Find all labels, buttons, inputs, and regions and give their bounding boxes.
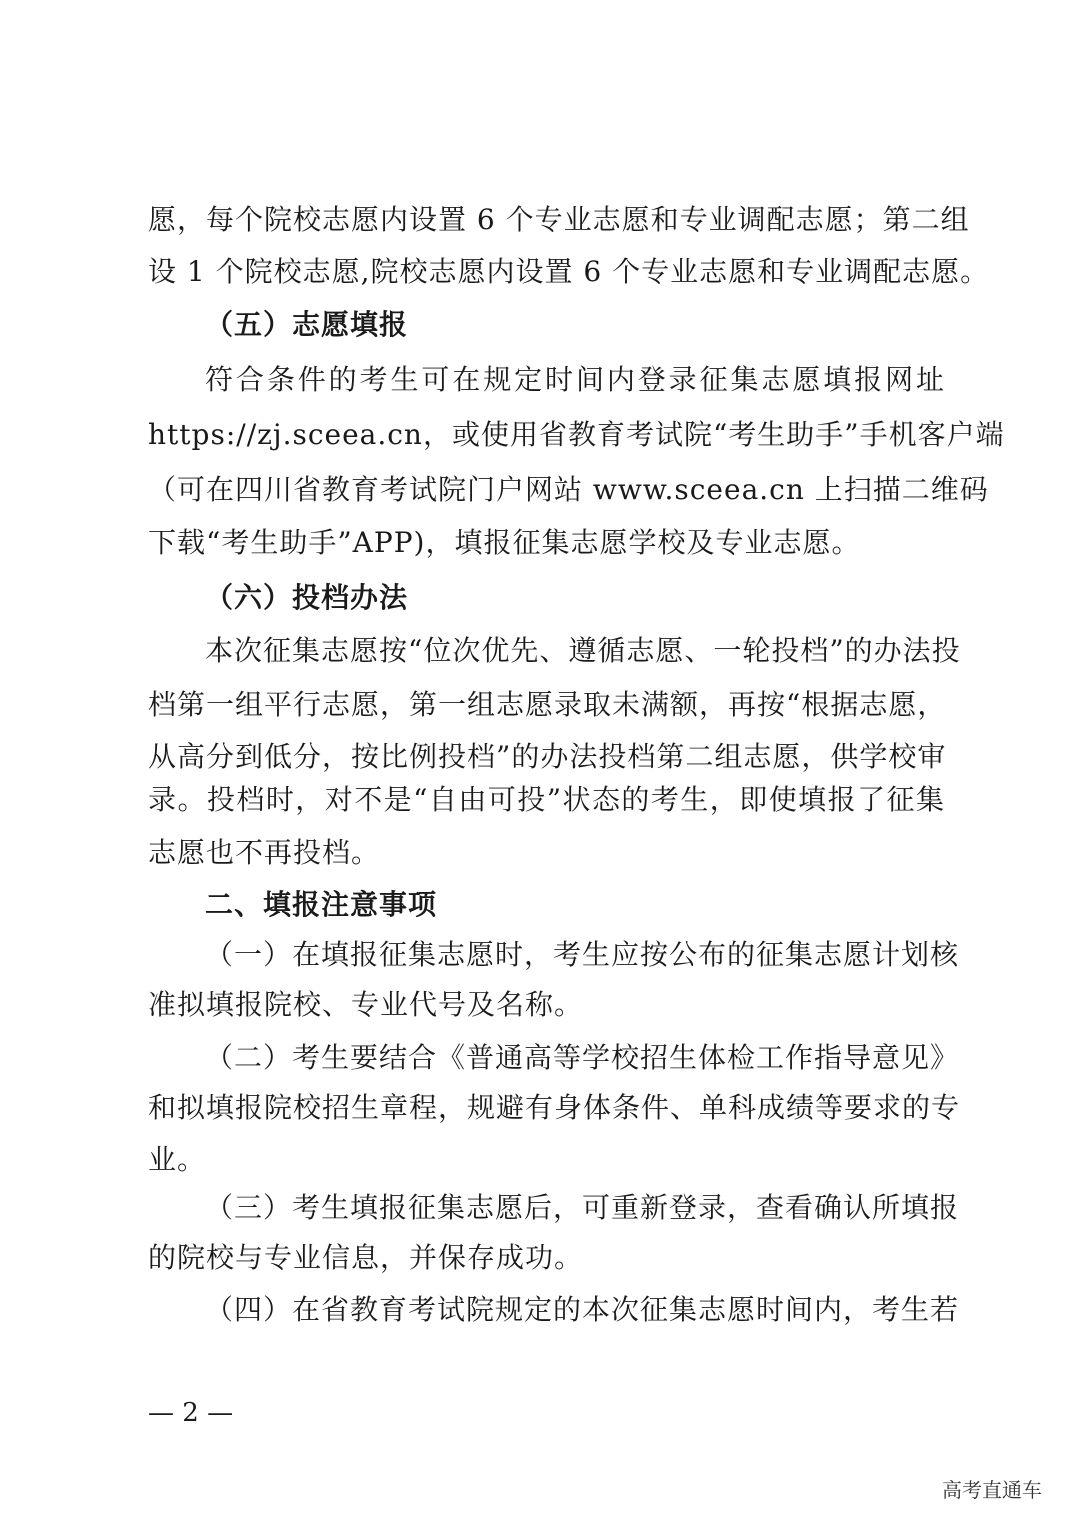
body-line: 愿，每个院校志愿内设置 6 个专业志愿和专业调配志愿；第二组	[148, 203, 970, 236]
page-number: — 2 —	[148, 1398, 234, 1428]
section-heading: （六）投档办法	[205, 581, 409, 614]
body-line: （可在四川省教育考试院门户网站 www.sceea.cn 上扫描二维码	[148, 473, 989, 506]
body-line: 业。	[148, 1143, 207, 1176]
body-line: https://zj.sceea.cn，或使用省教育考试院“考生助手”手机客户端	[148, 418, 1005, 451]
body-line: 和拟填报院校招生章程，规避有身体条件、单科成绩等要求的专	[148, 1091, 961, 1124]
section-heading: （五）志愿填报	[205, 308, 409, 341]
body-line: 的院校与专业信息，并保存成功。	[148, 1241, 584, 1274]
body-line: 准拟填报院校、专业代号及名称。	[148, 988, 584, 1021]
chapter-heading: 二、填报注意事项	[205, 888, 438, 921]
body-line: （三）考生填报征集志愿后，可重新登录，查看确认所填报	[205, 1191, 960, 1224]
body-line: （一）在填报征集志愿时，考生应按公布的征集志愿计划核	[205, 938, 960, 971]
body-line: 设 1 个院校志愿,院校志愿内设置 6 个专业志愿和专业调配志愿。	[148, 255, 990, 288]
body-line: （四）在省教育考试院规定的本次征集志愿时间内，考生若	[205, 1293, 960, 1326]
body-line: 志愿也不再投档。	[148, 836, 381, 869]
body-line: 从高分到低分，按比例投档”的办法投档第二组志愿，供学校审	[148, 740, 947, 773]
body-line: 本次征集志愿按“位次优先、遵循志愿、一轮投档”的办法投	[205, 634, 961, 667]
body-line: 下载“考生助手”APP)，填报征集志愿学校及专业志愿。	[148, 526, 861, 559]
body-line: 档第一组平行志愿，第一组志愿录取未满额，再按“根据志愿，	[148, 688, 947, 721]
watermark: 高考直通车	[942, 1478, 1042, 1502]
body-line: （二）考生要结合《普通高等学校招生体检工作指导意见》	[205, 1041, 960, 1074]
body-line: 符合条件的考生可在规定时间内登录征集志愿填报网址	[205, 363, 945, 396]
body-line: 录。投档时，对不是“自由可投”状态的考生，即使填报了征集	[148, 783, 945, 816]
